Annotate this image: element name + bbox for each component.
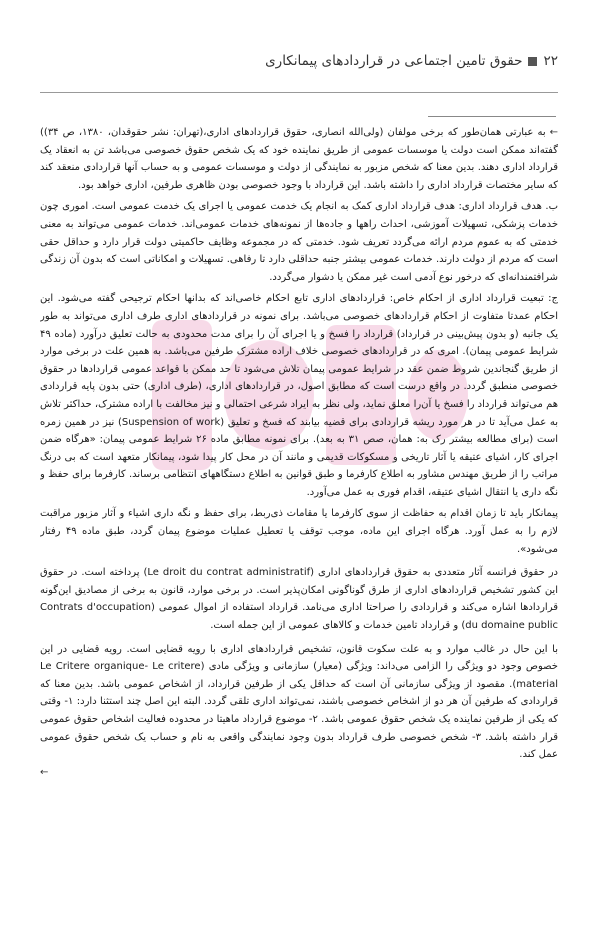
- continuation-end-arrow-icon: ←: [40, 766, 49, 778]
- header-rule: [40, 92, 558, 93]
- footnote-rule: [428, 116, 556, 117]
- running-title: حقوق تامین اجتماعی در قراردادهای پیمانکاری: [265, 53, 523, 69]
- body-text: [40, 124, 558, 894]
- paragraph-french-law: در حقوق فرانسه آثار متعددی به حقوق قراردادهای اداری (Le droit du contrat administratif) پرداخته است. در حقوق این کشور تشخیص قراردادهای اداری از طرق گوناگونی امکان‌پذیر است. در برخی موارد، قانون به برخی از مصادیق این‌گونه قراردادها اشاره می‌کند و قراردادی را صراحتا اداری می‌نامد. قرارداد استفاده از اموال عمومی (Contrats d'occupation du domaine public) و قرارداد تامین خدمات و کالاهای عمومی از این جمله است.: [40, 567, 558, 632]
- paragraph-public-service-goal: ب. هدف قرارداد اداری: هدف قرارداد اداری کمک به انجام یک خدمت عمومی یا اجرای یک خدمت عمومی است. اموری چون خدمات پزشکی، تسهیلات آموزشی، احداث راهها و جاده‌ها از نمونه‌های خدمات عمومی‌اند. خدمات عمومی می‌تواند به معنی خدمتی که به عموم مردم ارائه می‌گردد تعریف شود. خدمتی که در مجموعه وظایف حاکمیتی دولت قرار دارد و حداقل حقی است که مردم از دولت دارند. خدمات عمومی بیشتر جنبه حداقلی دارد تا رفاهی. تسهیلات و امکاناتی است که بدون آن زندگی شرافتمندانه‌ای که درخور نوع آدمی است غیر ممکن یا دشوار می‌گردد.: [40, 201, 558, 283]
- continuation-paragraph: ←به عبارتی همان‌طور که برخی مولفان (ولی‌الله انصاری، حقوق قراردادهای اداری،(تهران: نشر حقوقدان، ۱۳۸۰، ص ۳۴)) گفته‌اند ممکن است دولت یا موسسات عمومی از طریق نماینده خود که یک شخص حقوق خصوصی می‌باشد تن به انعقاد یک قرارداد اداری دهند. بدین معنا که شخص مزبور به نمایندگی از دولت و موسسات عمومی و به حساب آنها قراردادی منعقد کند که سایر مختصات قرارداد اداری را داشته باشد. این قرارداد با وجود خصوصی بودن ظاهری طرفین، اداری خواهد بود.: [40, 127, 558, 191]
- page-header: [40, 50, 558, 72]
- paragraph-judicial-criteria: با این حال در غالب موارد و به علت سکوت قانون، تشخیص قراردادهای اداری با رویه قضایی است. رویه قضایی در این خصوص وجود دو ویژگی را الزامی می‌داند: ویژگی (معیار) سازمانی و ویژگی مادی (Le Critere organique- Le critere material). مقصود از ویژگی سازمانی آن است که حداقل یکی از طرفین قرارداد، از اشخاص عمومی باشد. بدین معنا که قراردادی که طرفین آن هر دو از اشخاص خصوصی باشند، نمی‌تواند اداری تلقی گردد. البته این اصل چند استثنا دارد: ۱- وقتی که یکی از طرفین نماینده یک شخص حقوق عمومی باشد. ۲- موضوع قرارداد ماهیتا در محدوده فعالیت اشخاص حقوق عمومی قرار داشته باشد. ۳- شخص خصوصی طرف قرارداد بدون وجود نمایندگی واقعی به نام و حساب یک شخص حقوق عمومی عمل کند.: [40, 643, 558, 761]
- paragraph-special-rules: ج: تبعیت قرارداد اداری از احکام خاص: قراردادهای اداری تابع احکام خاصی‌اند که بدانها احکام ترجیحی گفته می‌شود. این احکام عمدتا متفاوت از احکام قراردادهای خصوصی می‌باشد. برای نمونه در قراردادهای اداری طرف اداری می‌تواند به طور یک جانبه (و بدون پیش‌بینی در قرارداد) قرارداد را فسخ و یا اجرای آن را برای مدت محدودی به حالت تعلیق درآورد (ماده ۴۹ شرایط عمومی پیمان). امری که در قراردادهای خصوصی خلاف اراده مشترک طرفین می‌باشد. به همین علت در برخی موارد از طریق گنجاندین شروط ضمن عقد در شرایط عمومی پیمان تلاش می‌شود تا حد ممکن با قواعد عمومی قراردادها در حقوق خصوصی منطبق گردد. در واقع درست است که مطابق اصول، در قراردادهای اداری، (طرف اداری) حتی بدون پایه قراردادی هم می‌تواند قرارداد را فسخ یا آن‌را معلق نماید، ولی نظر به ایراد شرعی احتمالی و نیز مخالفت با اراده مشترک، حداکثر تلاش به عمل می‌آید تا در هر مورد ریشه قراردادی برای قضیه بیابند که فسخ و تعلیق (Suspension of work) نیز در همین زمره است (برای مطالعه بیشتر رک به: همان، صص ۳۱ به بعد). برای نمونه مطابق ماده ۲۶ شرایط عمومی پیمان: «هرگاه ضمن اجرای کار، اشیای عتیقه یا آثار تاریخی و مسکوکات قدیمی و مانند آن در محل کار پیدا شود، پیمانکار متعهد است که بی درنگ مراتب را از طریق مهندس مشاور به اطلاع کارفرما و طبق قوانین به اطلاع دستگاههای انتظامی برساند. کارفرما برای حفظ و نگه داری یا انتقال اشیای عتیقه، اقدام فوری به عمل می‌آورد.: [40, 293, 558, 498]
- square-bullet-icon: [528, 57, 537, 66]
- page-number: ۲۲: [543, 53, 558, 69]
- continuation-arrow-icon: ←: [549, 127, 558, 138]
- paragraph-contractor-duty: پیمانکار باید تا زمان اقدام به حفاظت از سوی کارفرما یا مقامات ذی‌ربط، برای حفظ و نگه داری اشیاء و آثار مزبور مراقبت لازم را به عمل آورد. هرگاه اجرای این ماده، موجب توقف یا تعطیل عملیات موضوع پیمان گردد، طبق ماده ۴۹ رفتار می‌شود».: [40, 508, 558, 555]
